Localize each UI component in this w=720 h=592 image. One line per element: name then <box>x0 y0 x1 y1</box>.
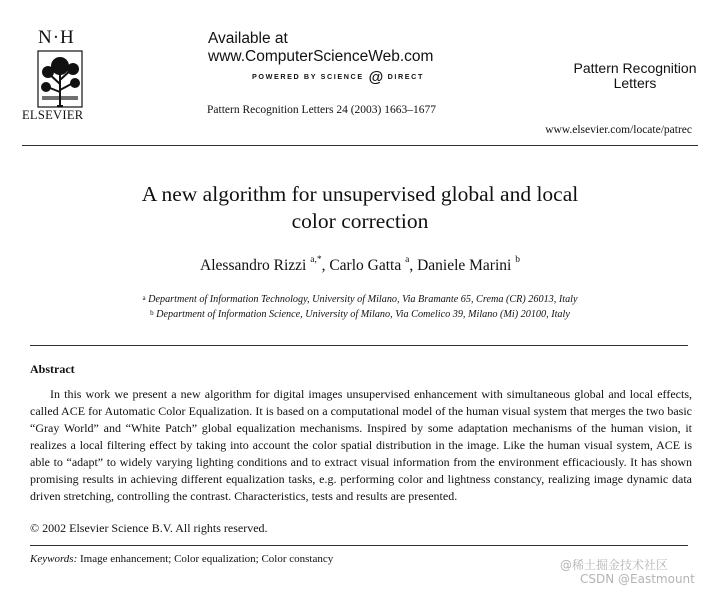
keywords-divider <box>30 545 688 546</box>
keywords-text: Image enhancement; Color equalization; Color constancy <box>80 553 334 565</box>
affiliation-a <box>0 294 720 305</box>
author-list <box>0 257 720 275</box>
affiliation-text: Department of Information Technology, University of Milano, Via Bramante 65, Crema (CR) 26013, Italy <box>148 294 578 305</box>
abstract-heading: Abstract <box>30 362 75 376</box>
journal-citation: Pattern Recognition Letters 24 (2003) 1663–1677 <box>207 104 437 116</box>
author-separator: , <box>409 257 418 274</box>
article-title <box>0 181 720 235</box>
copyright-notice: © 2002 Elsevier Science B.V. All rights reserved. <box>30 521 268 535</box>
journal-name-line2: Letters <box>613 75 657 91</box>
affiliation-b <box>0 309 720 320</box>
sciencedirect-at-icon: @ <box>368 69 383 86</box>
abstract-body: In this work we present a new algorithm for digital images unsupervised enhancement with simultaneous global and local effects, called ACE for Automatic Color Equalization. It is based on a computational model of the human visual system that merges the two basic “Gray World” and “White Patch” global equalization mechanisms. Inspired by some adaptation mechanisms of the human vision, it realizes a local filtering effect by taking into account the color spatial distribution in the image. Like the human visual system, ACE is able to “adapt” to widely varying lighting conditions and to extract visual information from the environment efficaciously. It has shown promising results in achieving different equalization tasks, e.g. performing color and lightness constancy, realizing image dynamic data driven stretching, controlling the contrast. Characteristics, tests and results are presented. <box>30 387 692 503</box>
affiliation-mark: b <box>150 309 154 317</box>
elsevier-tree-logo <box>37 50 83 108</box>
journal-url-link[interactable]: www.elsevier.com/locate/patrec <box>545 124 692 136</box>
journal-name-line1: Pattern Recognition <box>573 60 697 76</box>
powered-by-sciencedirect <box>252 69 424 86</box>
article-title-line1: A new algorithm for unsupervised global and local <box>141 182 579 206</box>
abstract-divider <box>30 345 688 346</box>
author-separator: , <box>321 257 330 274</box>
keywords-label: Keywords: <box>30 553 78 565</box>
watermark-juejin: @稀土掘金技术社区 <box>560 558 669 572</box>
author-affiliation-mark: a,* <box>310 255 322 265</box>
affiliation-mark: a <box>142 294 146 302</box>
author-affiliation-mark: a <box>405 255 410 265</box>
publisher-name: ELSEVIER <box>22 108 84 122</box>
author-name: Alessandro Rizzi <box>200 257 307 274</box>
powered-prefix: POWERED BY SCIENCE <box>252 72 364 81</box>
header-divider <box>22 145 698 146</box>
journal-name <box>570 61 700 91</box>
article-title-line2: color correction <box>291 209 429 233</box>
affiliation-text: Department of Information Science, University of Milano, Via Comelico 39, Milano (Mi) 20100, Italy <box>156 309 570 320</box>
author-name: Carlo Gatta <box>329 257 402 274</box>
keywords-line <box>30 553 333 565</box>
author-affiliation-mark: b <box>515 255 520 265</box>
available-at-text: Available at <box>208 30 288 47</box>
website-link[interactable]: www.ComputerScienceWeb.com <box>208 48 434 65</box>
powered-suffix: DIRECT <box>387 72 424 81</box>
watermark-csdn: CSDN @Eastmount <box>580 572 695 586</box>
publisher-mark: N·H <box>38 27 75 48</box>
author-name: Daniele Marini <box>417 257 512 274</box>
